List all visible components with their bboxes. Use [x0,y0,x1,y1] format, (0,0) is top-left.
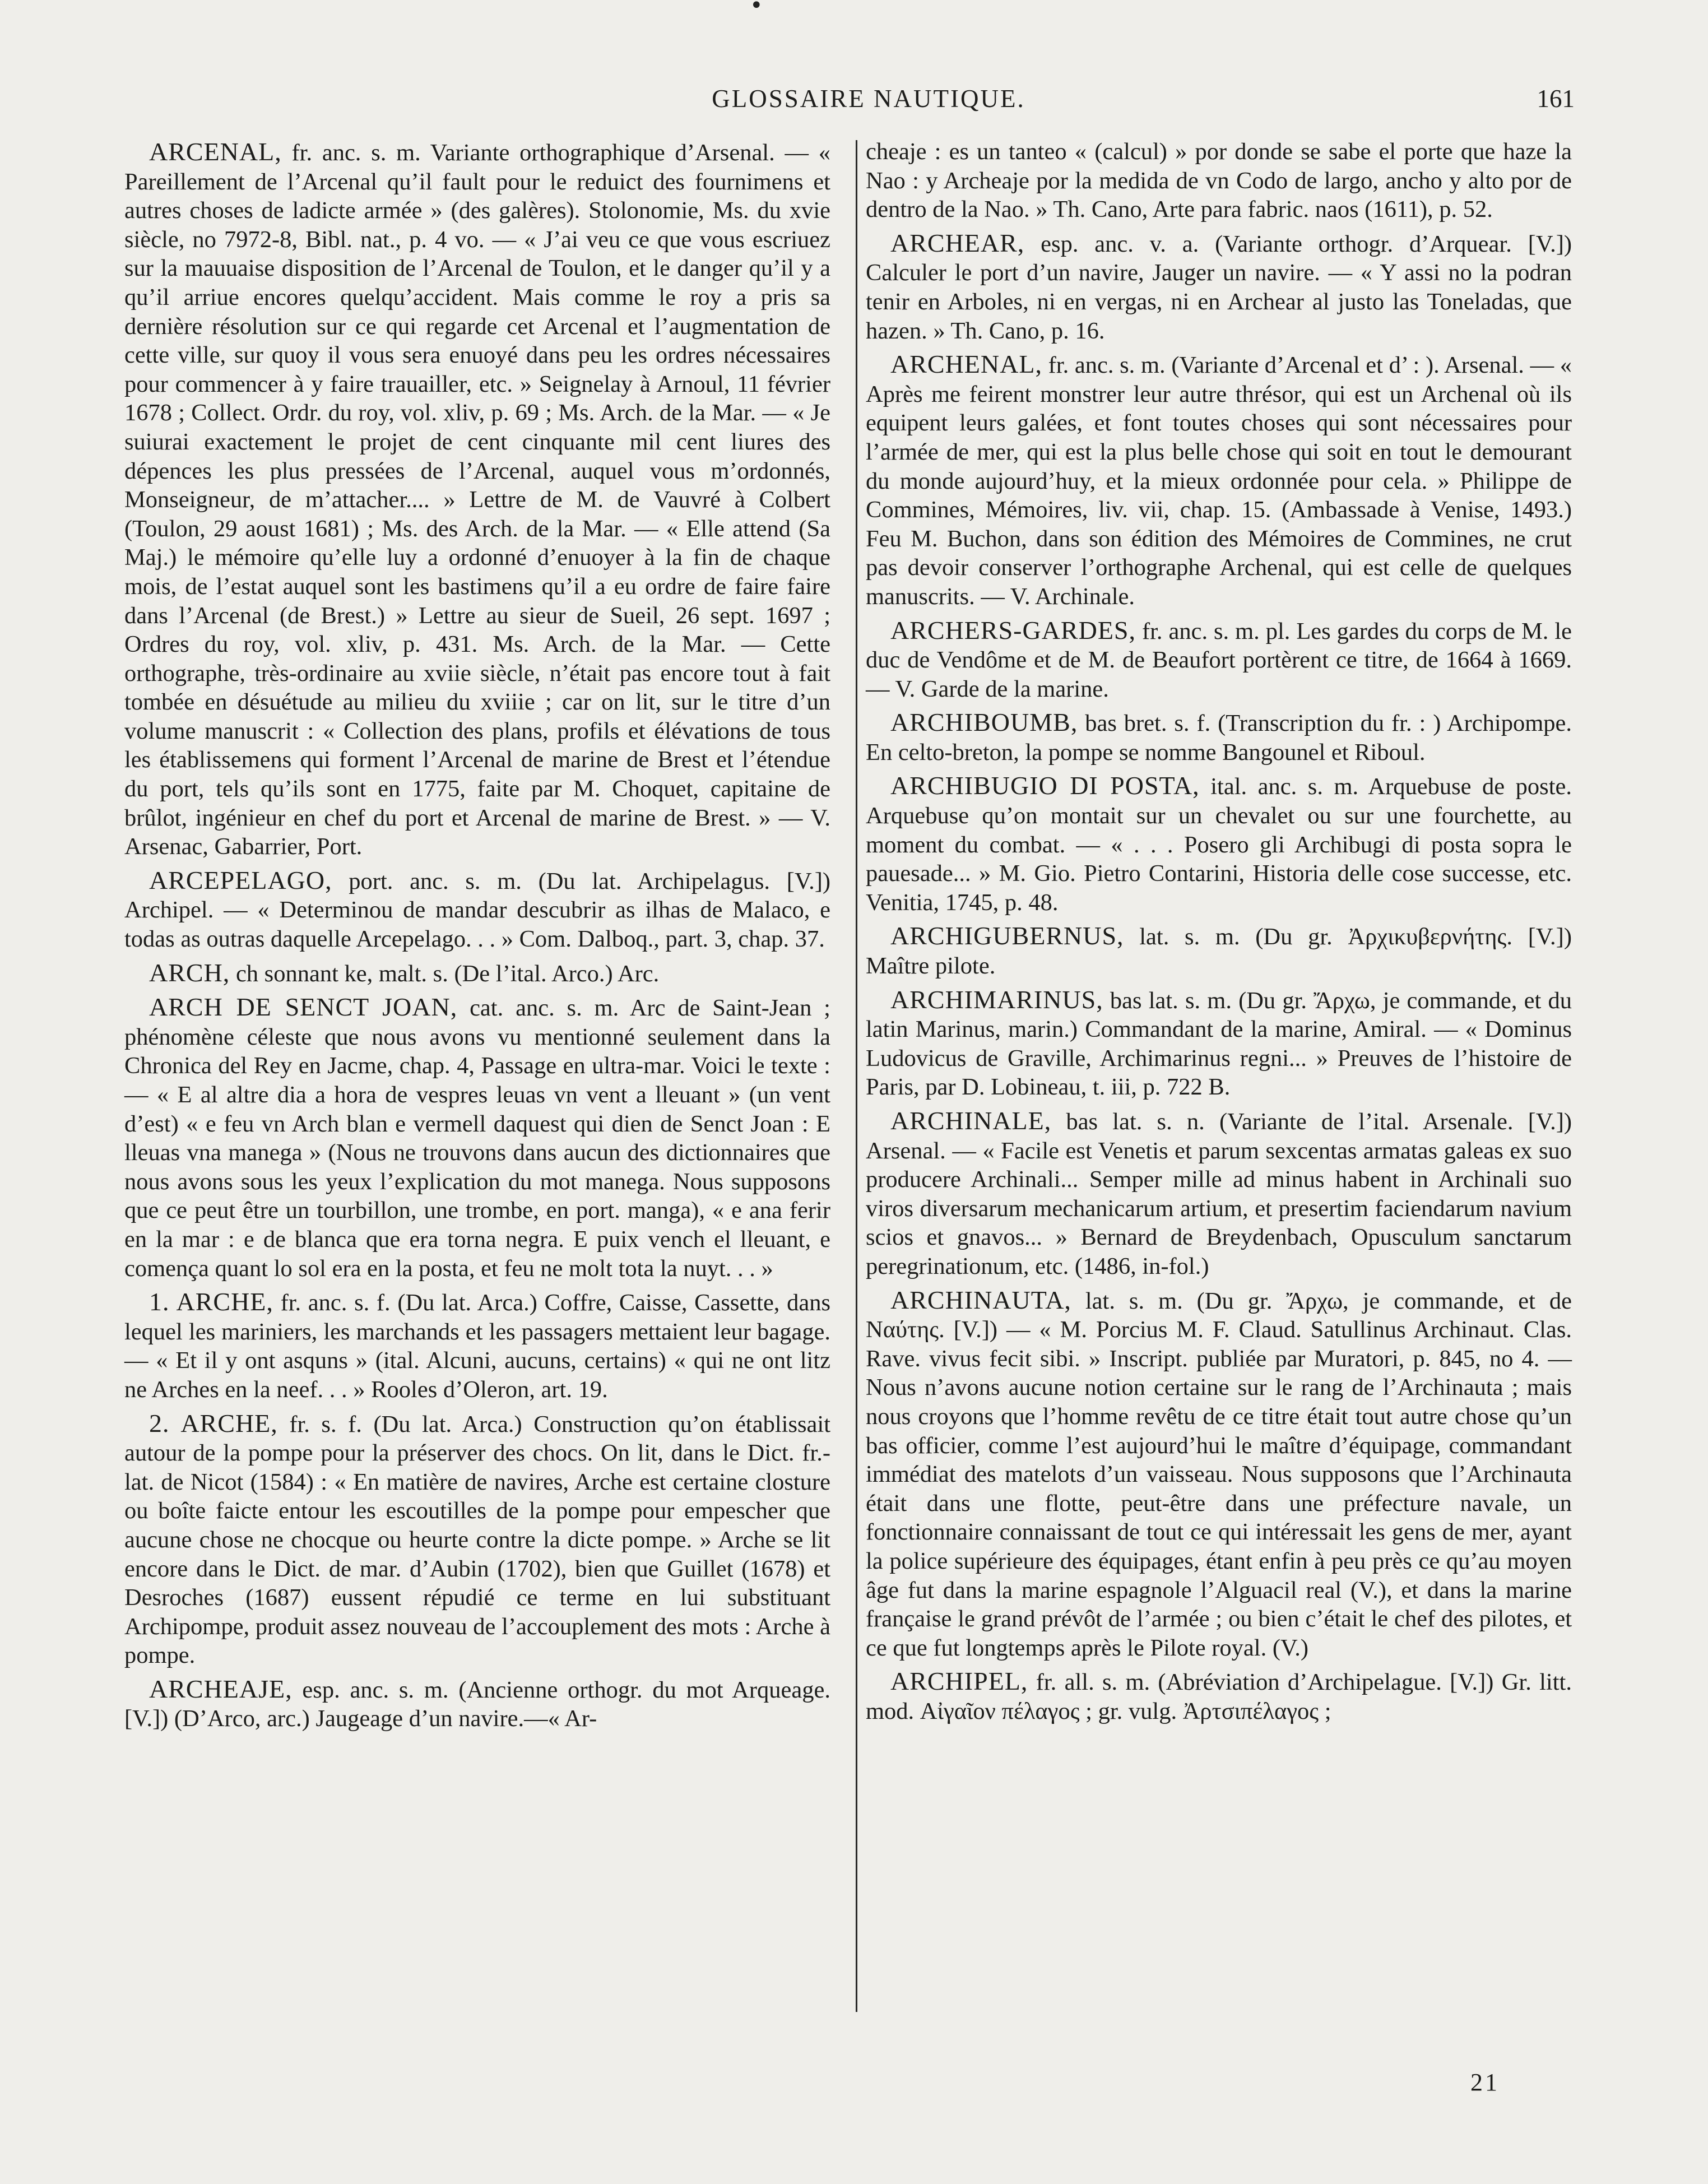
headword: ARCHIMARINUS, [890,985,1103,1014]
entry-body: fr. s. f. (Du lat. Arca.) Construction qu’on établissait autour de la pompe pour la préserver des chocs. On lit, dans le Dict. fr.-lat. de Nicot (1584) : « En matière de navires, Arche est certaine closture ou boîte faicte entour les escoutilles de la pompe pour empescher que aucune chose ne chocque ou heurte contre la dicte pompe. » Arche se lit encore dans le Dict. de mar. d’Aubin (1702), bien que Guillet (1678) et Desroches (1687) eussent répudié ce terme en lui substituant Archipompe, produit assez nouveau de l’accouplement des mots : Arche à pompe. [124,1411,830,1669]
headword: ARCHEAJE, [149,1674,293,1703]
entry-body: cat. anc. s. m. Arc de Saint-Jean ; phénomène céleste que nous avons vu mentionné seulement dans la Chronica del Rey en Jacme, chap. 4, Passage en ultra-mar. Voici le texte : — « E al altre dia a hora de vespres leuas vn vent a lleuant » (un vent d’est) « e feu vn Arch blan e vermell daquest qui dien de Senct Joan : E lleuas vna manega » (Nous ne trouvons dans aucun des dictionnaires que nous avons sous les yeux l’explication du mot manega. Nous supposons que ce peut être un tourbillon, une trombe, en port. manga), « e ana ferir en la mar : e de blanca que era torna negra. E puix vench el lleuant, e començа quant lo sol era en la posta, et feu ne molt tota la nuyt. . . » [124,995,830,1282]
entry-archear [866,229,1572,345]
entry-archeaje [124,1675,830,1733]
headword: 1. ARCHE, [149,1287,273,1316]
headword: ARCH, [149,958,230,987]
entry-body: esp. anc. s. m. (Ancienne orthogr. du mot Arqueage. [V.]) (D’Arco, arc.) Jaugeage d’un navire.—« Ar- [124,1676,830,1732]
entry-archibugio-di-posta [866,771,1572,917]
entry-archers-gardes [866,616,1572,704]
headword: ARCHIPEL, [890,1667,1028,1696]
headword: ARCH DE SENCT JOAN, [149,993,458,1022]
entry-body: fr. anc. s. m. (Variante d’Arcenal et d’ : ). Arsenal. — « Après me feirent monstrer leur autre thrésor, qui est un Archenal où ils equipent leurs galées, et font toutes choses qui sont nécessaires pour l’armée de mer, qui est la plus belle chose qui soit en tout le demourant du monde aujourd’huy, et la mieux ordonnée pour cela. » Philippe de Commines, Mémoires, liv. vii, chap. 15. (Ambassade à Venise, 1493.) Feu M. Buchon, dans son édition des Mémoires de Commines, ne crut pas devoir conserver l’orthographe Archenal, qui est celle de quelques manuscrits. — V. Archinale. [866,352,1572,610]
entry-body: ch sonnant ke, malt. s. (De l’ital. Arco.) Arc. [230,960,660,987]
entry-arch [124,958,830,989]
entry-archimarinus [866,985,1572,1102]
entry-body: fr. all. s. m. (Abréviation d’Archipelague. [V.]) Gr. litt. mod. Αἰγαῖον πέλαγος ; gr. vulg. Ἀρτσιπέλαγος ; [866,1669,1572,1724]
headword: ARCEPELAGO, [149,865,332,894]
headword: ARCHIGUBERNUS, [890,921,1124,950]
entry-body: lat. s. m. (Du gr. Ἀρχικυβερνήτης. [V.]) Maître pilote. [866,924,1572,980]
entry-arche-1 [124,1287,830,1404]
headword: ARCHIBUGIO DI POSTA, [890,771,1200,800]
entry-arch-de-senct-joan [124,993,830,1283]
headword: ARCHINALE, [890,1106,1052,1135]
entry-body: bas lat. s. n. (Variante de l’ital. Arsenale. [V.]) Arsenal. — « Facile est Venetis et parum sexcentas armatas galeas ex suo producere Archinali... Semper mille ad minus habent in Archinali suo viros diversarum mechanicarum artium, et presertim faciendarum navium scios et gnavos... » Bernard de Breydenbach, Opusculum sanctarum peregrinationum, etc. (1486, in-fol.) [866,1109,1572,1279]
entry-body: ital. anc. s. m. Arquebuse de poste. Arquebuse qu’on montait sur un chevalet ou sur une fourchette, au moment du combat. — « . . . Posero gli Archibugi di posta sopra le pauesade... » M. Gio. Pietro Contarini, Historia delle cose successe, etc. Venitia, 1745, p. 48. [866,773,1572,916]
entry-body: bas lat. s. m. (Du gr. Ἄρχω, je commande, et du latin Marinus, marin.) Commandant de la marine, Amiral. — « Dominus Ludovicus de Graville, Archimarinus regni... » Preuves de l’histoire de Paris, par D. Lobineau, t. iii, p. 722 B. [866,987,1572,1101]
entry-archinauta [866,1286,1572,1663]
headword: ARCENAL, [149,137,282,166]
entry-archeaje-continued [866,137,1572,224]
entry-archipel [866,1667,1572,1726]
headword: ARCHIBOUMB, [890,708,1078,737]
entry-arcepelago [124,866,830,954]
headword: ARCHENAL, [890,350,1042,379]
headword: ARCHERS-GARDES, [890,615,1136,644]
headword: ARCHINAUTA, [890,1285,1071,1314]
entry-archigubernus [866,921,1572,980]
signature-mark: 21 [1470,2069,1500,2096]
running-head: GLOSSAIRE NAUTIQUE. [712,85,1025,113]
entry-body: fr. anc. s. m. Variante orthographique d’Arsenal. — « Pareillement de l’Arcenal qu’il fault pour le reduict des fournimens et autres choses de ladicte armée » (des galères). Stolonomie, Ms. du xvie siècle, no 7972-8, Bibl. nat., p. 4 vo. — « J’ai veu ce que vous escriuez sur la mauuaise disposition de l’Arcenal de Toulon, et le danger qu’il y a qu’il arriue encores quelqu’accident. Mais comme le roy a pris sa dernière résolution sur ce qui regarde cet Arcenal et l’augmentation de cette ville, sur quoy il vous sera enuoyé dans peu les ordres nécessaires pour commencer à y faire trauailler, etc. » Seignelay à Arnoul, 11 février 1678 ; Collect. Ordr. du roy, vol. xliv, p. 69 ; Ms. Arch. de la Mar. — « Je suiurai exactement le projet de cent cinquante mil cent liures des dépences les plus pressées de l’Arcenal, auquel vous m’ordonnés, Monseigneur, de m’attacher.... » Lettre de M. de Vauvré à Colbert (Toulon, 29 aoust 1681) ; Ms. des Arch. de la Mar. — « Elle attend (Sa Maj.) le mémoire qu’elle luy a ordonné d’enuoyer à la fin de chaque mois, de l’estat auquel sont les bastimens qu’il a eu ordre de faire faire dans l’Arcenal (de Brest.) » Lettre au sieur de Sueil, 26 sept. 1697 ; Ordres du roy, vol. xliv, p. 431. Ms. Arch. de la Mar. — Cette orthographe, très-ordinaire au xviie siècle, n’était pas encore tout à fait tombée en désuétude au milieu du xviiie ; car on lit, sur le titre d’un volume manuscrit : « Collection des plans, profils et élévations de tous les établissemens qui forment l’Arcenal de marine de Brest et l’étendue du port, tels qu’ils sont en 1775, faite par M. Choquet, capitaine de brûlot, ingénieur en chef du port et Arcenal de marine de Brest. » — V. Arsenac, Gabarrier, Port. [124,140,830,860]
entry-arche-2 [124,1409,830,1670]
entry-arcenal [124,137,830,861]
entry-archiboumb [866,708,1572,767]
entry-body: port. anc. s. m. (Du lat. Archipelagus. [V.]) Archipel. — « Determinou de mandar descubrir as ilhas de Malaco, e todas as outras daquelle Arcepelago. . . » Com. Dalboq., part. 3, chap. 37. [124,868,830,953]
entry-archenal [866,350,1572,611]
right-column [866,137,1572,1726]
entry-body: bas bret. s. f. (Transcription du fr. : ) Archipompe. En celto-breton, la pompe se nomme Bangounel et Riboul. [866,710,1572,766]
page-number: 161 [1537,85,1575,113]
entry-body: fr. anc. s. f. (Du lat. Arca.) Coffre, Caisse, Cassette, dans lequel les mariniers, les marchands et les passagers mettaient leur bagage. — « Et il y ont asquns » (ital. Alcuni, aucuns, certains) « qui ne ont litz ne Arches en la neef. . . » Rooles d’Oleron, art. 19. [124,1290,830,1403]
entry-body: lat. s. m. (Du gr. Ἄρχω, je commande, et de Ναύτης. [V.]) — « M. Porcius M. F. Claud. Satullinus Archinaut. Clas. Rave. vivus fecit sibi. » Inscript. publiée par Muratori, p. 845, no 4. — Nous n’avons aucune notion certaine sur le rang de l’Archinauta ; mais nous croyons que l’homme revêtu de ce titre était tout autre chose qu’un bas officier, comme l’est aujourd’hui le maître d’équipage, commandant immédiat des matelots d’un vaisseau. Nous supposons que l’Archinauta était dans une flotte, peut-être dans une préfecture navale, un fonctionnaire connaissant de tout ce qui intéressait les gens de mer, ayant la police supérieure des équipages, étant enfin à peu près ce qu’au moyen âge fut dans la marine espagnole l’Alguacil real (V.), et dans la marine française le grand prévôt de l’armée ; ou bien c’était le chef des pilotes, et ce que fut longtemps après le Pilote royal. (V.) [866,1287,1572,1661]
left-column [124,137,830,1733]
entry-body: cheaje : es un tanteo « (calcul) » por donde se sabe el porte que haze la Nao : y Archeaje por la medida de vn Codo de largo, ancho y alto por de dentro de la Nao. » Th. Cano, Arte para fabric. naos (1611), p. 52. [866,138,1572,223]
headword: 2. ARCHE, [149,1408,278,1438]
entry-body: fr. anc. s. m. pl. Les gardes du corps de M. le duc de Vendôme et de M. de Beaufort portèrent ce titre, de 1664 à 1669. — V. Garde de la marine. [866,618,1572,702]
column-rule [856,140,857,2012]
entry-archinale [866,1106,1572,1281]
ink-mark: • [750,0,763,18]
headword: ARCHEAR, [890,228,1025,257]
entry-body: esp. anc. v. a. (Variante orthogr. d’Arquear. [V.]) Calculer le port d’un navire, Jauger un navire. — « Y assi no la podran tenir en Arboles, ni en vergas, ni en Archear al justo las Toneladas, que hazen. » Th. Cano, p. 16. [866,230,1572,344]
